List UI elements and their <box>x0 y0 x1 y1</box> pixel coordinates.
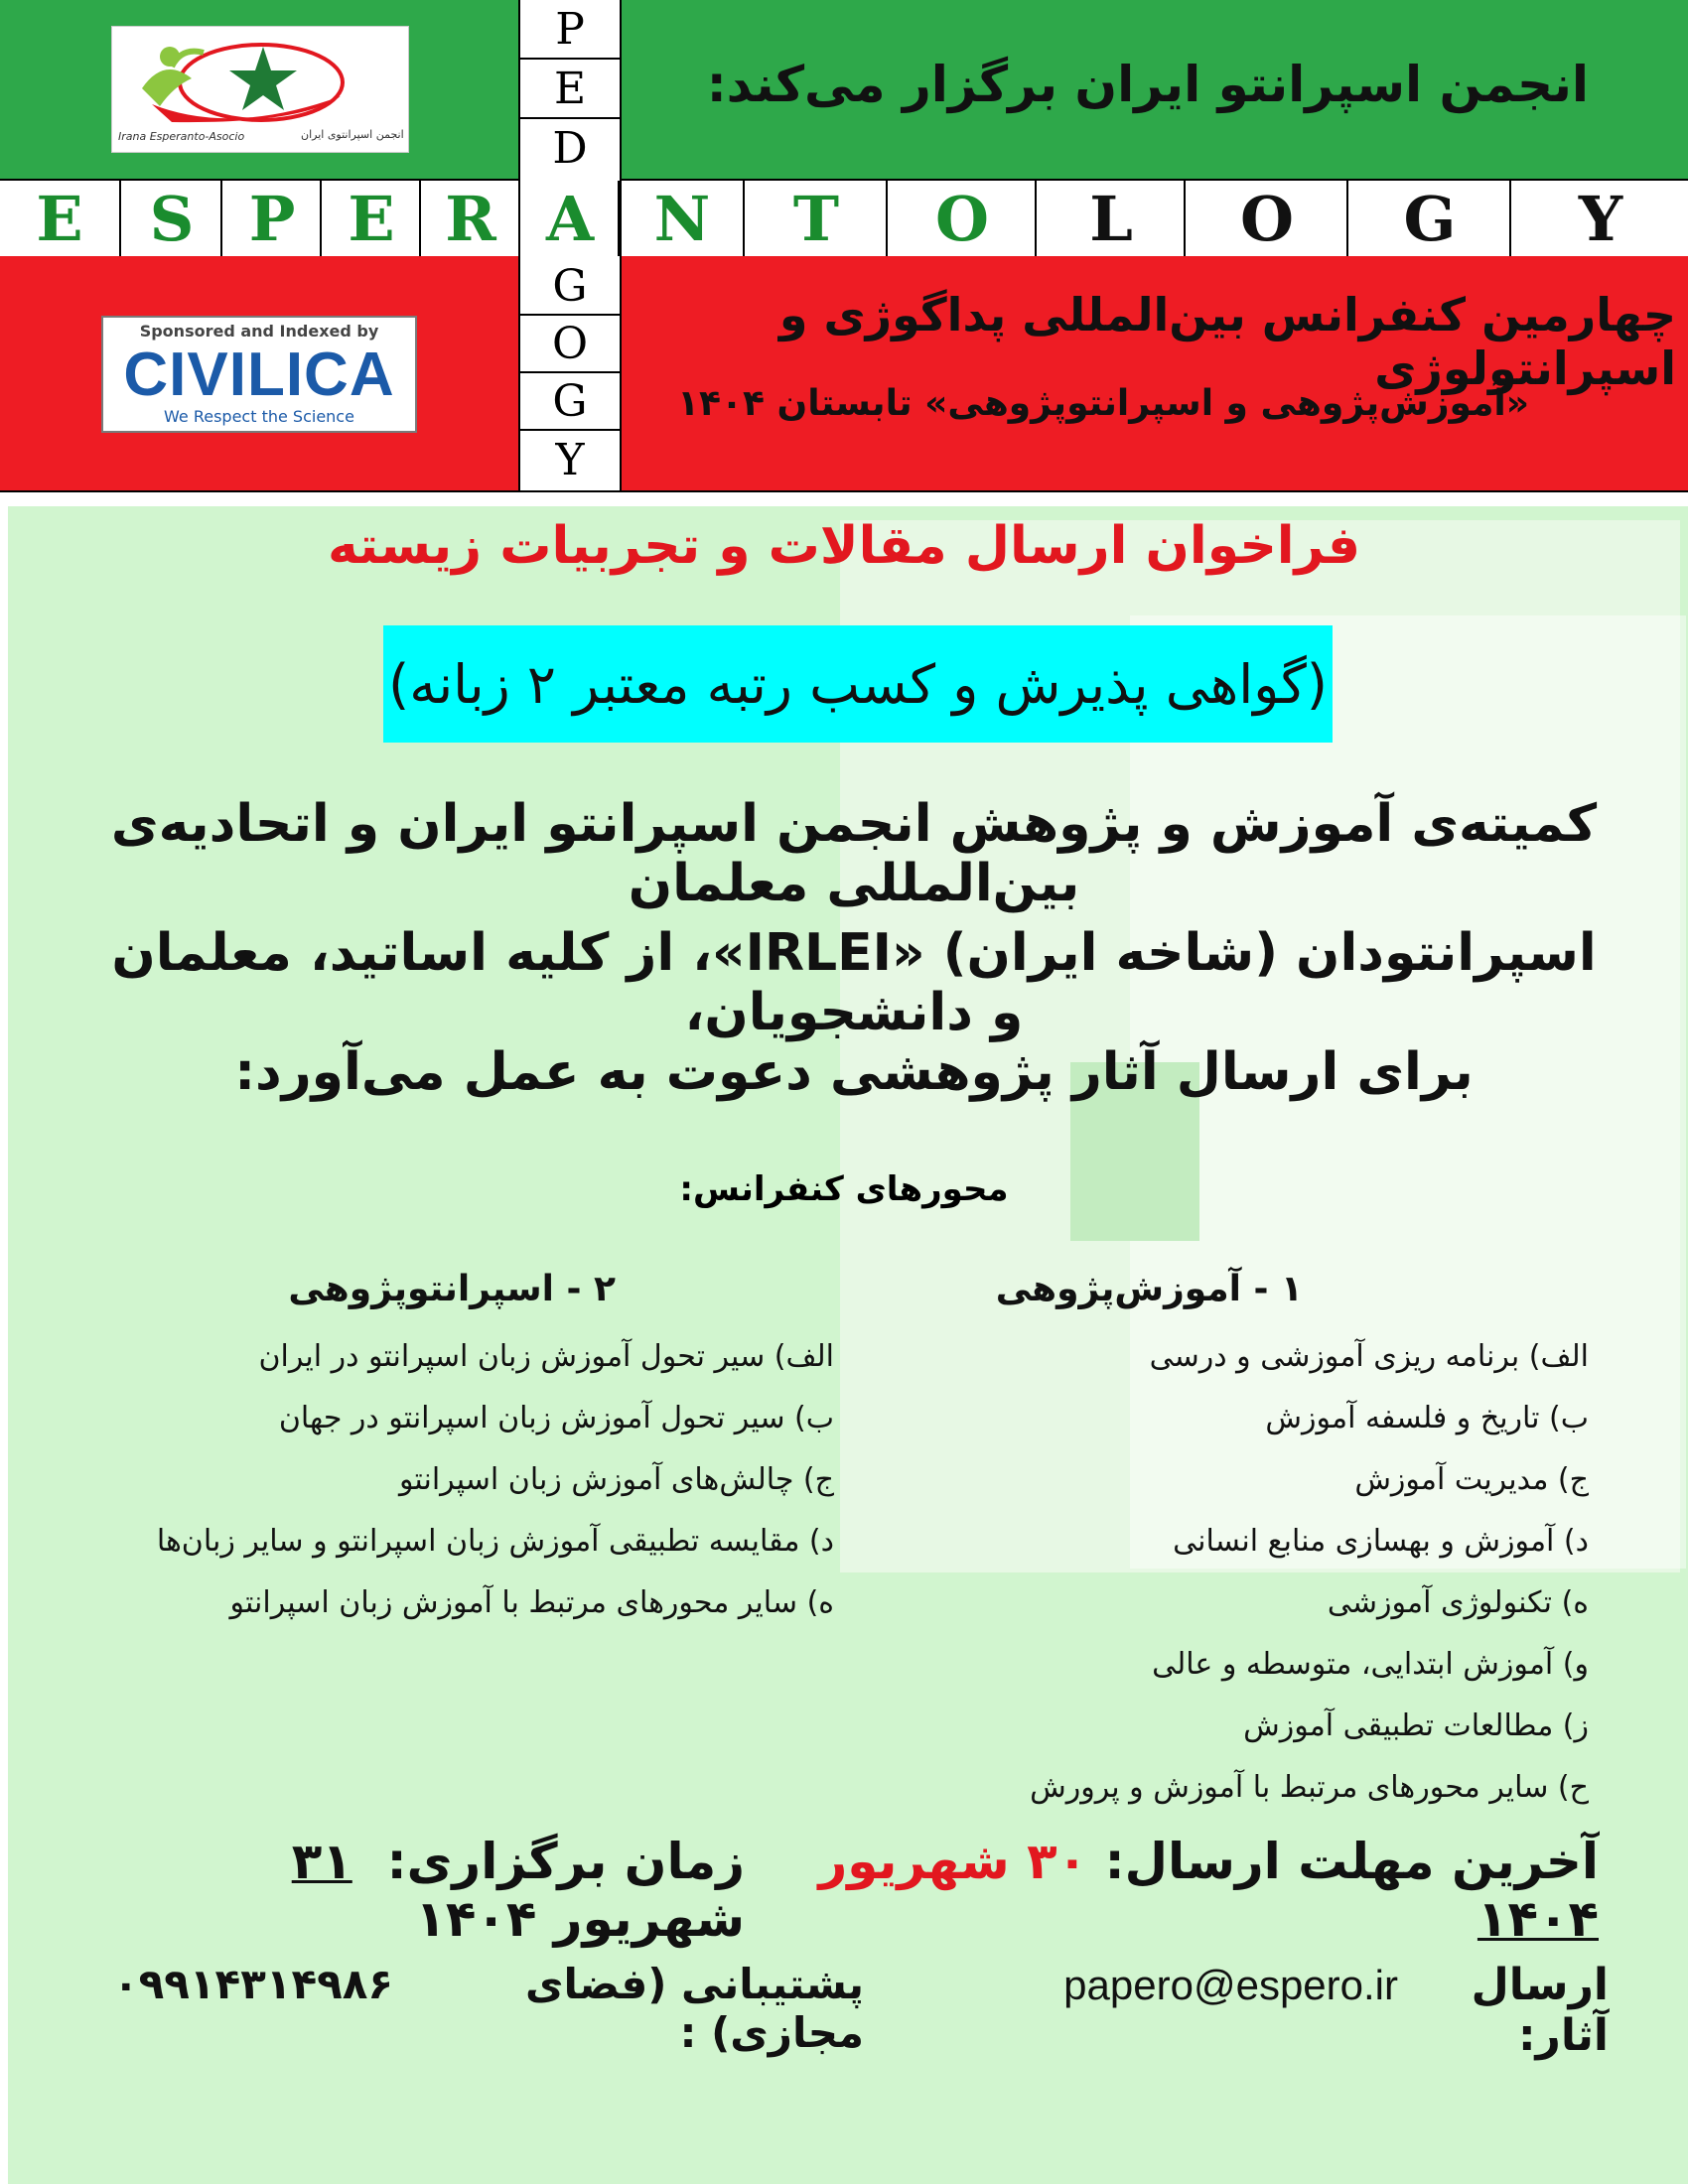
submit-email[interactable]: papero@espero.ir <box>1063 1962 1398 2008</box>
esperantology-letter: A <box>518 181 620 256</box>
axis-2-title: ۲ - اسپرانتوپژوهی <box>288 1269 616 1309</box>
civilica-badge <box>101 316 417 433</box>
invitation-line-1: کمیته‌ی آموزش و پژوهش انجمن اسپرانتو ایران و اتحادیه‌ی بین‌المللی معلمان <box>110 794 1598 913</box>
esperantology-letter: R <box>419 181 520 256</box>
esperantology-letter: E <box>36 182 83 255</box>
logo-caption-latin: Irana Esperanto-Asocio <box>118 130 245 143</box>
axis-1-item: ز) مطالعات تطبیقی آموزش <box>1243 1708 1589 1743</box>
axis-1-item: ج) مدیریت آموزش <box>1354 1462 1589 1497</box>
certificate-banner: (گواهی پذیرش و کسب رتبه معتبر ۲ زبانه) <box>383 625 1333 743</box>
event-day: ۳۱ <box>291 1833 352 1890</box>
deadline-year: ۱۴۰۴ <box>1477 1890 1599 1948</box>
axis-2-item: ه) سایر محورهای مرتبط با آموزش زبان اسپرانتو <box>229 1585 834 1620</box>
pedagogy-letter: G <box>520 258 620 316</box>
axis-2-list <box>99 1326 834 1634</box>
axis-1-item: و) آموزش ابتدایی، متوسطه و عالی <box>1152 1647 1589 1682</box>
axis-1-item: ح) سایر محورهای مرتبط با آموزش و پرورش <box>1030 1770 1589 1805</box>
axis-2-item: الف) سیر تحول آموزش زبان اسپرانتو در ایران <box>258 1339 834 1374</box>
civilica-top-text: Sponsored and Indexed by <box>139 322 379 341</box>
esperantology-letter: O <box>1184 181 1348 256</box>
event-date-line <box>89 1833 745 1948</box>
invitation-line-2: اسپرانتودان (شاخه ایران) «IRLEI»، از کلیه اساتید، معلمان و دانشجویان، <box>111 923 1597 1042</box>
deadline-day: ۳۰ شهریور <box>818 1833 1088 1890</box>
axis-1-item: ه) تکنولوژی آموزشی <box>1327 1585 1589 1620</box>
support-phone[interactable]: ۰۹۹۱۴۳۱۴۹۸۶ <box>113 1960 393 2008</box>
organizer-line: انجمن اسپرانتو ایران برگزار می‌کند: <box>706 56 1589 113</box>
esperantology-letter: Y <box>1509 181 1688 256</box>
conference-subtitle: «آموزش‌پژوهی و اسپرانتوپژوهی» تابستان ۱۴۰۴ <box>677 383 1529 424</box>
pedagogy-letter: P <box>520 0 620 60</box>
deadline-line <box>814 1833 1599 1948</box>
pedagogy-letter: O <box>520 316 620 373</box>
axis-1-list <box>894 1326 1589 1819</box>
civilica-name: CIVILICA <box>123 341 395 409</box>
esperantology-letter: N <box>618 181 745 256</box>
axis-1-item: ب) تاریخ و فلسفه آموزش <box>1265 1401 1589 1435</box>
logo-caption-fa: انجمن اسپرانتوی ایران <box>301 128 404 141</box>
invitation-line-3: برای ارسال آثار پژوهشی دعوت به عمل می‌آورد: <box>234 1042 1474 1102</box>
axis-2-item: ج) چالش‌های آموزش زبان اسپرانتو <box>398 1462 834 1497</box>
esperantology-letter: O <box>886 181 1037 256</box>
pedagogy-letter: Y <box>555 434 585 485</box>
event-rest: شهریور ۱۴۰۴ <box>415 1890 745 1948</box>
call-title: فراخوان ارسال مقالات و تجربیات زیسته <box>327 516 1361 576</box>
esperantology-letter: P <box>220 181 322 256</box>
support-label: پشتیبانی (فضای مجازی) : <box>525 1960 864 2057</box>
esperantology-letter: T <box>743 181 888 256</box>
pedagogy-letter: D <box>552 122 588 174</box>
esperantology-letter: L <box>1035 181 1186 256</box>
axis-1-title: ۱ - آموزش‌پژوهی <box>995 1269 1303 1309</box>
axis-2-item: ب) سیر تحول آموزش زبان اسپرانتو در جهان <box>278 1401 834 1435</box>
civilica-bottom-text: We Respect the Science <box>164 407 354 426</box>
pedagogy-letter: E <box>520 60 620 119</box>
axis-2-item: د) مقایسه تطبیقی آموزش زبان اسپرانتو و سایر زبان‌ها <box>156 1524 834 1559</box>
esperantology-letter: G <box>1346 181 1511 256</box>
deadline-label: آخرین مهلت ارسال: <box>1104 1833 1599 1890</box>
association-logo <box>111 26 409 153</box>
submit-label: ارسال آثار: <box>1471 1960 1609 2061</box>
event-label: زمان برگزاری: <box>386 1833 745 1890</box>
esperantology-letter: E <box>320 181 421 256</box>
pedagogy-letter: G <box>520 373 620 431</box>
axes-heading: محورهای کنفرانس: <box>679 1169 1009 1209</box>
esperantology-letter: S <box>119 181 222 256</box>
conference-title: چهارمین کنفرانس بین‌المللی پداگوژی و اسپرانتولوژی <box>778 288 1676 395</box>
axis-1-item: د) آموزش و بهسازی منابع انسانی <box>1173 1524 1589 1559</box>
axis-1-item: الف) برنامه ریزی آموزشی و درسی <box>1149 1339 1589 1374</box>
